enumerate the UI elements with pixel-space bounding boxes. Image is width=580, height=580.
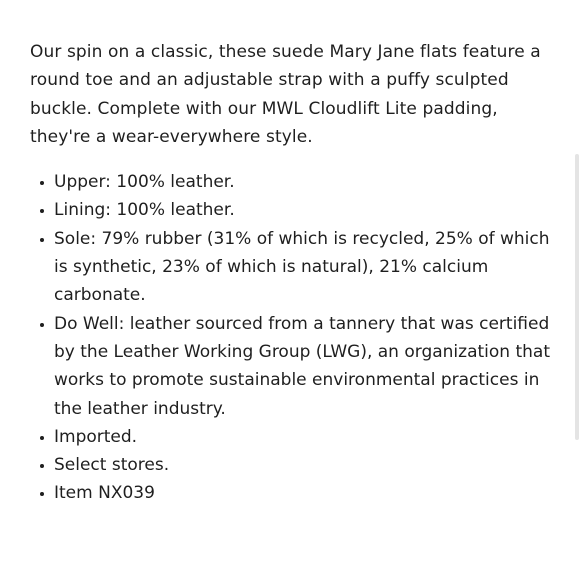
detail-do-well: Do Well: leather sourced from a tannery that was certified by the Leather Working Group (LWG), an organization that works to promote sustainable environmental practices in the leather industry. (54, 313, 550, 419)
list-item (30, 196, 554, 224)
product-description: Our spin on a classic, these suede Mary Jane flats feature a round toe and an adjustable strap with a puffy sculpted buckle. Complete with our MWL Cloudlift Lite padding, they're a wear-everywhere style. (30, 42, 541, 147)
detail-imported: Imported. (54, 426, 138, 447)
bullet-icon (40, 323, 44, 327)
list-item (30, 479, 554, 507)
bullet-icon (40, 209, 44, 213)
detail-sole: Sole: 79% rubber (31% of which is recycled, 25% of which is synthetic, 23% of which is natural), 21% calcium carbonate. (54, 228, 550, 306)
product-details-panel (30, 38, 554, 508)
list-item (30, 168, 554, 196)
bullet-icon (40, 238, 44, 242)
bullet-icon (40, 181, 44, 185)
bullet-icon (40, 436, 44, 440)
list-item (30, 225, 554, 310)
bullet-icon (40, 492, 44, 496)
list-item (30, 310, 554, 423)
detail-select-stores: Select stores. (54, 455, 170, 476)
scrollbar-thumb[interactable] (575, 154, 579, 440)
detail-upper: Upper: 100% leather. (54, 172, 235, 193)
list-item (30, 423, 554, 451)
product-details-list (30, 168, 554, 508)
list-item (30, 451, 554, 479)
scrollbar[interactable] (572, 0, 580, 580)
detail-lining: Lining: 100% leather. (54, 200, 235, 221)
detail-item-number: Item NX039 (54, 483, 155, 504)
bullet-icon (40, 464, 44, 468)
